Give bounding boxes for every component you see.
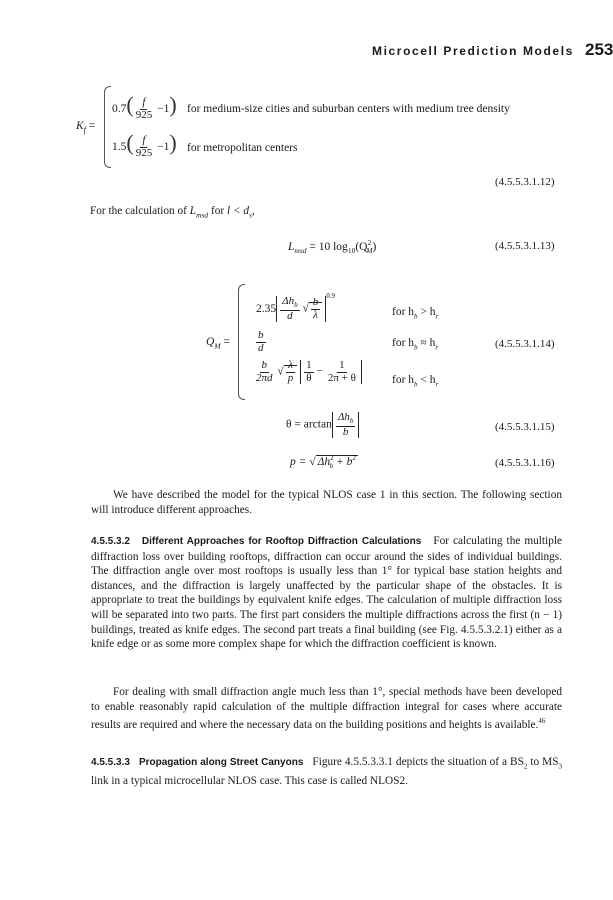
paragraph-nlos-summary: We have described the model for the typical NLOS case 1 in this section. The following section will introduce different approaches.	[91, 489, 562, 516]
qm-row3-expr: $\frac{b}{2\pi d}$ √ $\frac{\lambda}{p}$ $\frac{1}{\theta}$ − $\frac{1}{2\pi + \theta}$	[254, 360, 362, 384]
section-street-canyons: 4.5.5.3.3 Propagation along Street Canyons Figure 4.5.5.3.3.1 depicts the situation of a $BS_2$ to $MS_3$ link in a typical microcellular NLOS case. This case is called NLOS2.	[91, 756, 562, 787]
qm-row1-expr: 2.35 $\frac{\Delta h_b}{d}$ √ $\frac{b}{\lambda}$ $^{0.9}$	[256, 292, 336, 322]
qm-brace	[238, 284, 245, 400]
qm-row2-expr: $\frac{b}{d}$	[258, 329, 264, 354]
p-equation: p = √ $\Delta h^2_b + b^2$	[290, 454, 356, 471]
kf-brace	[104, 86, 111, 168]
section-title: Propagation along Street Canyons	[138, 757, 304, 768]
qm-row1-condition: for $h_b > h_r$	[392, 306, 439, 321]
eq-number-13: (4.5.5.3.1.13)	[495, 240, 555, 252]
section-number: 4.5.5.3.3	[91, 757, 130, 768]
kf-row2-condition: for metropolitan centers	[187, 142, 298, 154]
footnote-ref: 46	[538, 717, 546, 726]
kf-row1-expr: 0.7( $\frac{f}{925}$ −1)	[112, 92, 177, 121]
calc-line: For the calculation of $L_{msd}$ for $l < d_s$,	[90, 205, 255, 220]
theta-equation: θ = arctan $\frac{\Delta h_b}{b}$	[286, 412, 359, 438]
qm-row2-condition: for $h_b \approx h_r$	[392, 337, 439, 352]
section-title: Different Approaches for Rooftop Diffraction Calculations	[141, 536, 422, 547]
kf-lhs: $K_f$ =	[76, 120, 96, 135]
eq-number-14: (4.5.5.3.1.14)	[495, 338, 555, 350]
qm-lhs: $Q_M$ =	[206, 336, 230, 351]
running-title: Microcell Prediction Models	[372, 44, 574, 58]
eq-number-12: (4.5.5.3.1.12)	[495, 176, 555, 188]
lmsd-equation: $L_{msd} = 10$ $\log_{10}(Q^2_M)$	[288, 238, 377, 256]
eq-number-16: (4.5.5.3.1.16)	[495, 457, 555, 469]
section-number: 4.5.5.3.2	[91, 536, 130, 547]
kf-row2-expr: 1.5( $\frac{f}{925}$ −1)	[112, 130, 177, 159]
section-rooftop-diffraction: 4.5.5.3.2 Different Approaches for Rooftop Diffraction Calculations For calculating the multiple diffraction loss over building rooftops, diffraction can occur around the sides of individual buildings. The diffraction angle over most rooftops is usually less than 1° for typical base station heights and distances, and the diffraction is largely unaffected by the particular shape of the obstacles. It is appropriate to treat the buildings by equivalent knife edges. The calculation of multiple diffraction loss will be separated into two parts. The first part considers the multiple diffractions across the first (n − 1) buildings, treated as knife edges. The second part treats a final building (see Fig. 4.5.5.3.2.1) either as a knife edge or as some more complex shape for which the diffraction coefficient is known.	[91, 535, 563, 651]
page-number: 253	[585, 40, 613, 59]
qm-row3-condition: for $h_b < h_r$	[392, 374, 439, 389]
paragraph-small-angle: For dealing with small diffraction angle much less than 1°, special methods have been developed to enable reasonably rapid calculation of the multiple diffraction integral for cases where accurate results are required and where the necessary data on the building positions and heights is available.$^{46}$	[91, 686, 562, 731]
kf-row1-condition: for medium-size cities and suburban centers with medium tree density	[187, 103, 510, 115]
eq-number-15: (4.5.5.3.1.15)	[495, 421, 555, 433]
